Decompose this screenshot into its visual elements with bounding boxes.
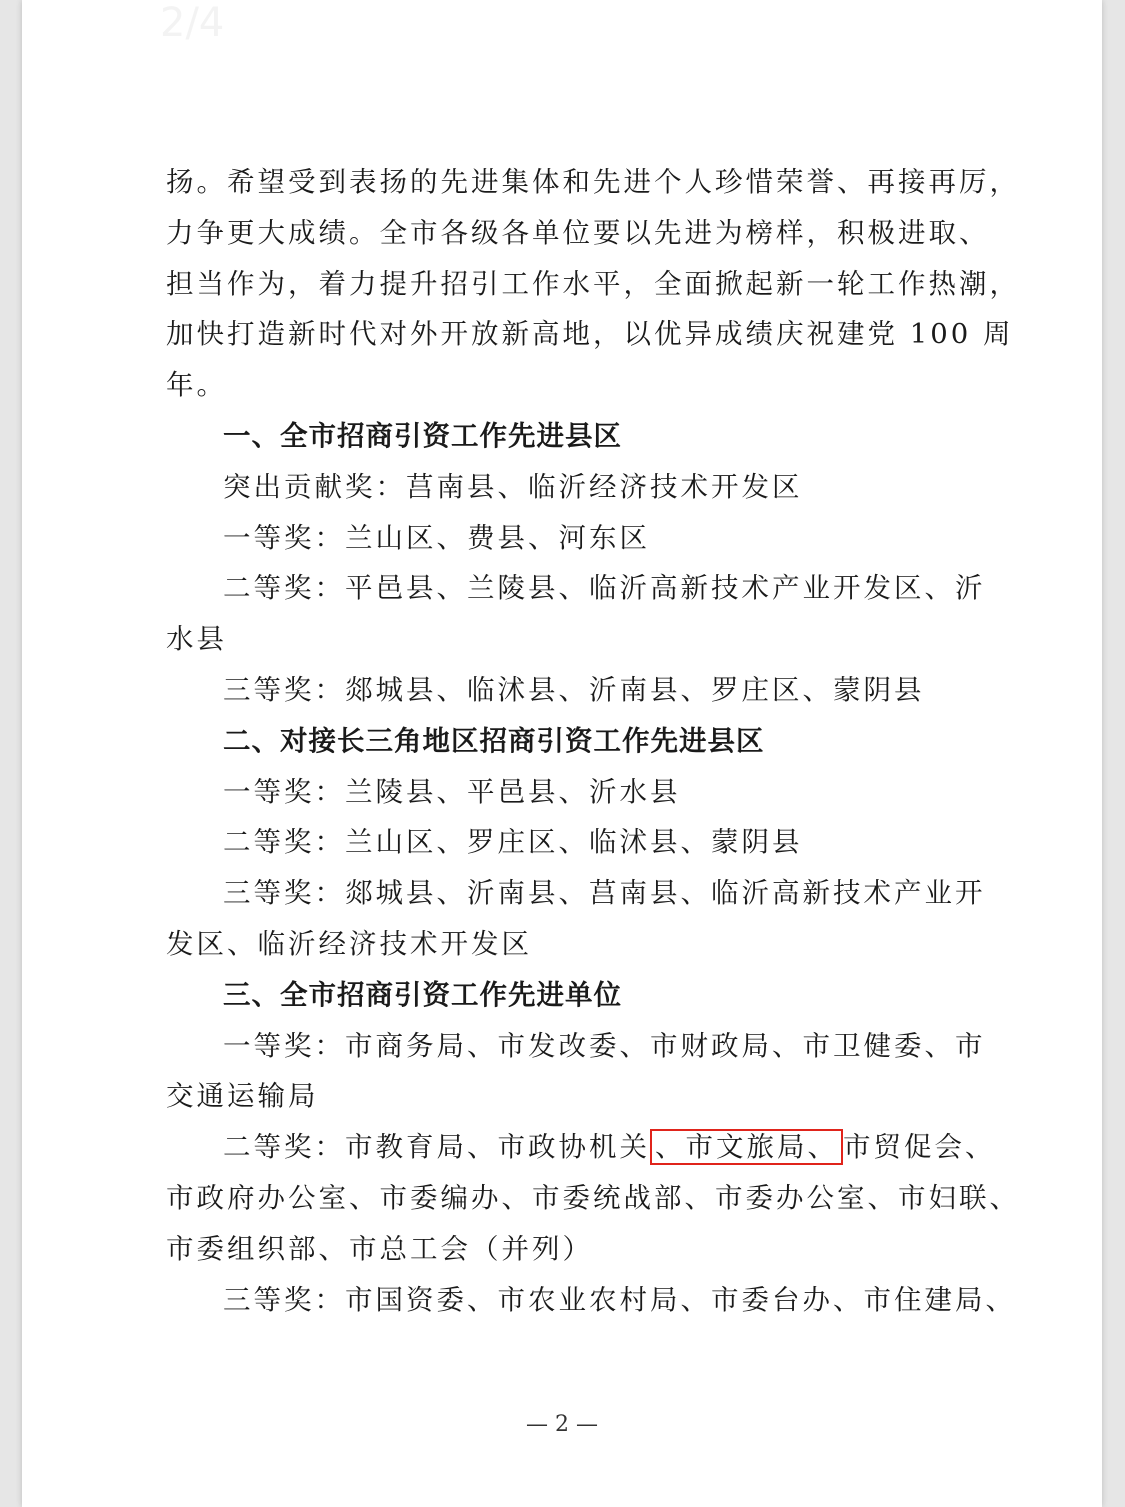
section1-second-cont: 水县 (166, 623, 227, 656)
section3-second-cont: 市政府办公室、市委编办、市委统战部、市委办公室、市妇联、 (166, 1181, 1020, 1214)
section3-second-post: 市贸促会、 (843, 1131, 996, 1164)
section2-title: 二、对接长三角地区招商引资工作先进县区 (223, 724, 765, 757)
section1-second: 二等奖：平邑县、兰陵县、临沂高新技术产业开发区、沂 (223, 572, 986, 605)
page-number: — 2 — (526, 1412, 598, 1437)
paragraph-line: 年。 (166, 369, 227, 402)
section2-second: 二等奖：兰山区、罗庄区、临沭县、蒙阴县 (223, 826, 803, 859)
section2-third: 三等奖：郯城县、沂南县、莒南县、临沂高新技术产业开 (223, 877, 986, 910)
section3-second-pre: 二等奖：市教育局、市政协机关 (223, 1131, 650, 1164)
section3-second-cont2: 市委组织部、市总工会（并列） (166, 1232, 593, 1265)
section1-third: 三等奖：郯城县、临沭县、沂南县、罗庄区、蒙阴县 (223, 673, 925, 706)
section1-title: 一、全市招商引资工作先进县区 (223, 419, 622, 452)
paragraph-line: 力争更大成绩。全市各级各单位要以先进为榜样，积极进取、 (166, 216, 990, 249)
highlight-box: 、市文旅局、 (650, 1129, 843, 1165)
document-body (166, 157, 1020, 1325)
section3-title: 三、全市招商引资工作先进单位 (223, 978, 622, 1011)
paragraph-line: 担当作为，着力提升招引工作水平，全面掀起新一轮工作热潮， (166, 267, 1020, 300)
page-indicator: 2/4 (160, 0, 225, 46)
paragraph-line: 加快打造新时代对外开放新高地，以优异成绩庆祝建党 100 周 (166, 318, 1014, 351)
document-page (22, 0, 1102, 1507)
section3-second (166, 1122, 996, 1173)
section2-third-cont: 发区、临沂经济技术开发区 (166, 927, 532, 960)
section3-third: 三等奖：市国资委、市农业农村局、市委台办、市住建局、 (223, 1283, 1016, 1316)
section3-first: 一等奖：市商务局、市发改委、市财政局、市卫健委、市 (223, 1029, 986, 1062)
section1-first: 一等奖：兰山区、费县、河东区 (223, 521, 650, 554)
section2-first: 一等奖：兰陵县、平邑县、沂水县 (223, 775, 681, 808)
section3-first-cont: 交通运输局 (166, 1080, 319, 1113)
section1-outstanding: 突出贡献奖：莒南县、临沂经济技术开发区 (223, 470, 803, 503)
paragraph-line: 扬。希望受到表扬的先进集体和先进个人珍惜荣誉、再接再厉， (166, 166, 1020, 198)
